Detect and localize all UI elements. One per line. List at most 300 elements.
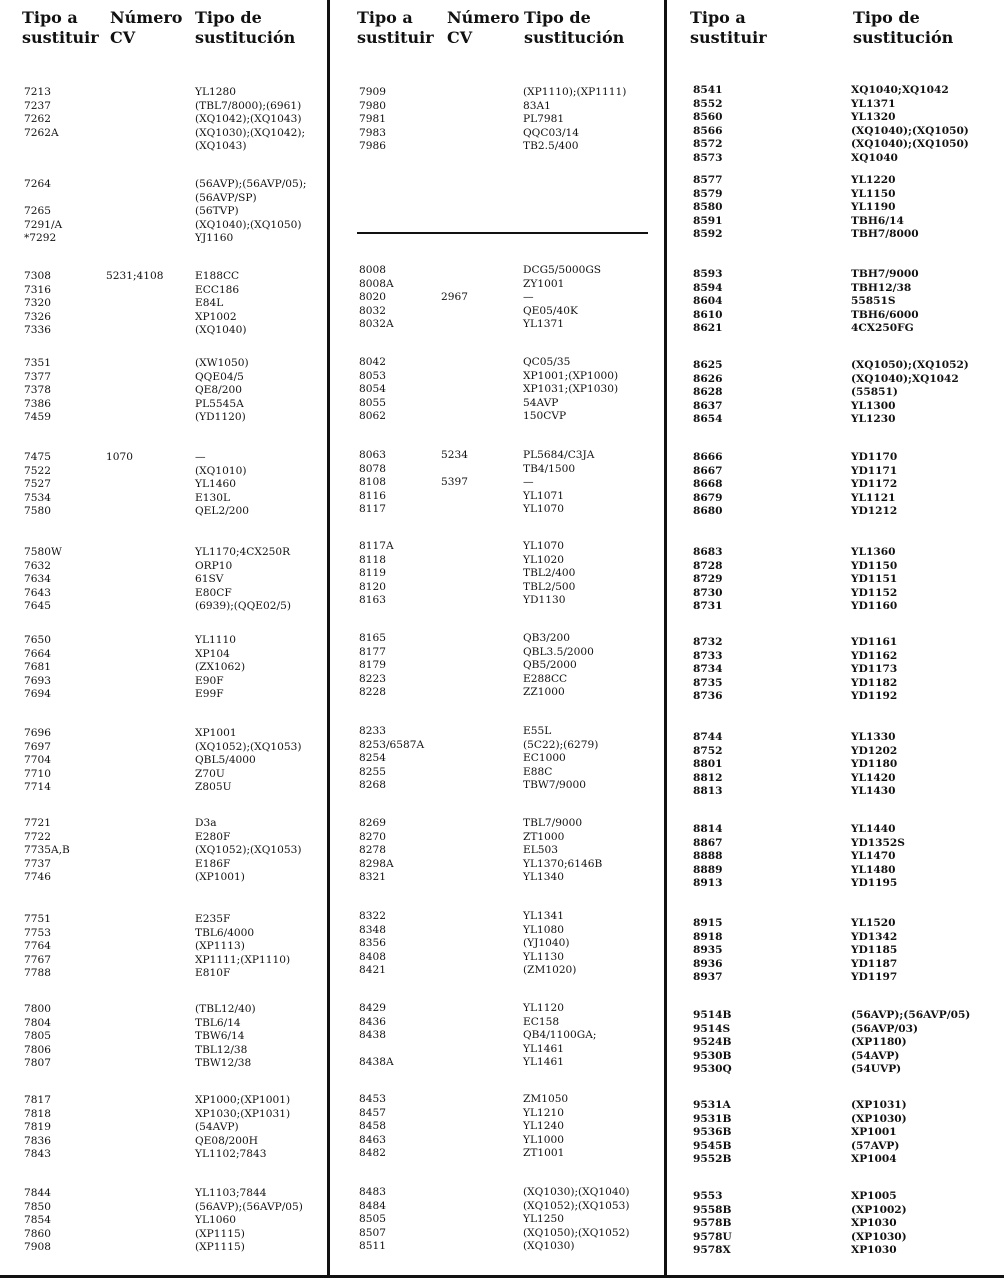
tipo-a-sustituir-cell: 7980 (359, 99, 386, 112)
tipo-a-sustituir-cell: 8580 (693, 201, 723, 214)
tipo-de-sustitucion-cell: YL1080 (523, 923, 564, 936)
tipo-a-sustituir-cell: 8566 (693, 124, 723, 137)
tipo-a-sustituir-cell: 8483 (359, 1186, 386, 1198)
tipo-a-sustituir-cell: 7854 (24, 1214, 51, 1227)
table-row (0, 560, 1004, 574)
tipo-a-sustituir-cell: 7386 (24, 397, 51, 410)
tipo-a-sustituir-cell: 8577 (693, 174, 723, 186)
tipo-de-sustitucion-cell: YD1192 (851, 690, 898, 703)
table-row (0, 587, 1004, 601)
header-numero-cv-2: Número CV (447, 8, 520, 47)
tipo-de-sustitucion-cell: TBL6/14 (195, 1016, 241, 1029)
tipo-de-sustitucion-cell: EC1000 (523, 752, 566, 765)
table-row (0, 201, 1004, 215)
tipo-a-sustituir-cell: 8233 (359, 725, 386, 737)
tipo-a-sustituir-cell: 8680 (693, 505, 723, 518)
tipo-de-sustitucion-cell: (54AVP) (851, 1049, 900, 1062)
tipo-de-sustitucion-cell: YL1460 (195, 478, 236, 491)
tipo-de-sustitucion-cell: Z805U (195, 781, 232, 794)
tipo-a-sustituir-cell: 8008 (359, 264, 386, 276)
tipo-de-sustitucion-cell: (XQ1040) (195, 324, 247, 337)
tipo-a-sustituir-cell: 8253/6587A (359, 738, 425, 751)
tipo-a-sustituir-cell: 8936 (693, 957, 723, 970)
tipo-de-sustitucion-cell: YL1440 (851, 823, 896, 835)
tipo-de-sustitucion-cell: (55851) (851, 386, 898, 399)
tipo-a-sustituir-cell: 7681 (24, 661, 51, 674)
tipo-de-sustitucion-cell: E130L (195, 491, 230, 504)
tipo-a-sustituir-cell: 8734 (693, 663, 723, 676)
tipo-a-sustituir-cell: 7908 (24, 1241, 51, 1254)
tipo-de-sustitucion-cell: EL503 (523, 844, 558, 857)
tipo-a-sustituir-cell: 8032A (359, 318, 394, 331)
tipo-a-sustituir-cell: 7326 (24, 310, 51, 323)
tipo-a-sustituir-cell: 7632 (24, 559, 51, 572)
tipo-a-sustituir-cell: 8436 (359, 1015, 386, 1028)
tipo-de-sustitucion-cell: (XQ1030);(XQ1042); (195, 126, 306, 139)
entry-group (0, 823, 1004, 891)
tipo-de-sustitucion-cell: TB2.5/400 (523, 140, 579, 153)
tipo-a-sustituir-cell: 8177 (359, 645, 386, 658)
tipo-de-sustitucion-cell: YL1240 (523, 1120, 564, 1133)
entry-group (0, 359, 1004, 427)
tipo-de-sustitucion-cell: QQC03/14 (523, 126, 580, 139)
tipo-a-sustituir-cell: 9578B (693, 1217, 732, 1230)
entry-group (0, 84, 1004, 166)
tipo-de-sustitucion-cell: YD1160 (851, 600, 898, 613)
tipo-de-sustitucion-cell: (XQ1040);(XQ1050) (851, 124, 969, 137)
tipo-a-sustituir-cell: 7213 (24, 86, 51, 98)
tipo-de-sustitucion-cell: (56AVP/SP) (195, 191, 257, 204)
tipo-de-sustitucion-cell: (XQ1040);XQ1042 (851, 372, 959, 385)
tipo-a-sustituir-cell: 8735 (693, 676, 723, 689)
tipo-de-sustitucion-cell: YL1250 (523, 1213, 564, 1226)
tipo-a-sustituir-cell: 8356 (359, 937, 386, 950)
tipo-a-sustituir-cell: 7522 (24, 464, 51, 477)
table-row (0, 282, 1004, 296)
table-row (0, 1009, 1004, 1023)
tipo-de-sustitucion-cell: (54AVP) (195, 1121, 239, 1134)
tipo-a-sustituir-cell: 7710 (24, 767, 51, 780)
table-row (0, 1126, 1004, 1140)
tipo-a-sustituir-cell: 8541 (693, 84, 723, 96)
tipo-a-sustituir-cell: 7475 (24, 451, 51, 463)
table-row (0, 451, 1004, 465)
table-row (0, 84, 1004, 98)
tipo-a-sustituir-cell: 8560 (693, 111, 723, 124)
tipo-de-sustitucion-cell: YL1330 (851, 731, 896, 743)
tipo-a-sustituir-cell: 7804 (24, 1016, 51, 1029)
tipo-a-sustituir-cell: 7753 (24, 926, 51, 939)
tipo-a-sustituir-cell: 9578U (693, 1230, 732, 1243)
entry-group (0, 1099, 1004, 1167)
tipo-de-sustitucion-cell: — (523, 291, 534, 304)
tipo-a-sustituir-cell: 7645 (24, 600, 51, 613)
tipo-de-sustitucion-cell: (XQ1050);(XQ1052) (851, 359, 969, 371)
table-row (0, 636, 1004, 650)
tipo-de-sustitucion-cell: (XQ1042);(XQ1043) (195, 113, 302, 126)
tipo-a-sustituir-cell: 8054 (359, 383, 386, 396)
tipo-a-sustituir-cell: 7806 (24, 1043, 51, 1056)
entry-group (0, 1190, 1004, 1258)
tipo-a-sustituir-cell: 8592 (693, 228, 723, 241)
tipo-de-sustitucion-cell: EC158 (523, 1015, 560, 1028)
tipo-a-sustituir-cell: 8812 (693, 771, 723, 784)
tipo-de-sustitucion-cell: YD1187 (851, 957, 898, 970)
tipo-de-sustitucion-cell: YD1212 (851, 505, 898, 518)
tipo-de-sustitucion-cell: YL1071 (523, 489, 564, 502)
tipo-a-sustituir-cell: 8666 (693, 451, 723, 463)
table-row (0, 647, 1004, 664)
tipo-a-sustituir-cell: 9530B (693, 1049, 732, 1062)
tipo-de-sustitucion-cell: (XP1002) (851, 1203, 907, 1216)
tipo-a-sustituir-cell: 9545B (693, 1139, 732, 1152)
entry-group (0, 546, 1004, 614)
tipo-de-sustitucion-cell: YL1340 (523, 871, 564, 884)
tipo-de-sustitucion-cell: TBW12/38 (195, 1057, 252, 1070)
tipo-a-sustituir-cell: 7714 (24, 781, 51, 794)
tipo-de-sustitucion-cell: YL1461 (523, 1042, 564, 1055)
tipo-a-sustituir-cell: 8298A (359, 857, 394, 870)
tipo-de-sustitucion-cell: QE05/40K (523, 304, 578, 317)
tipo-a-sustituir-cell: 8552 (693, 97, 723, 110)
tipo-de-sustitucion-cell: (57AVP) (851, 1139, 900, 1152)
tipo-de-sustitucion-cell: 4CX250FG (851, 322, 914, 335)
tipo-a-sustituir-cell: 8915 (693, 917, 723, 929)
tipo-a-sustituir-cell: 8108 (359, 476, 386, 489)
tipo-a-sustituir-cell: 8505 (359, 1213, 386, 1226)
table-row (0, 98, 1004, 112)
tipo-a-sustituir-cell: 7981 (359, 113, 386, 126)
tipo-a-sustituir-cell: 7704 (24, 754, 51, 767)
tipo-de-sustitucion-cell: (XQ1050);(XQ1052) (523, 1226, 630, 1239)
table-row (0, 370, 1004, 387)
table-row (0, 505, 1004, 519)
tipo-de-sustitucion-cell: ZT1001 (523, 1147, 565, 1160)
tipo-de-sustitucion-cell: (TBL12/40) (195, 1003, 256, 1015)
tipo-a-sustituir-cell: 7534 (24, 491, 51, 504)
tipo-a-sustituir-cell: 8573 (693, 151, 723, 164)
tipo-de-sustitucion-cell: E810F (195, 967, 231, 980)
tipo-a-sustituir-cell: 8572 (693, 138, 723, 151)
tipo-a-sustituir-cell: 7527 (24, 478, 51, 491)
tipo-a-sustituir-cell: 7308 (24, 270, 51, 282)
tipo-de-sustitucion-cell: XP1111;(XP1110) (195, 953, 291, 966)
tipo-de-sustitucion-cell: (XP1031) (851, 1099, 907, 1111)
tipo-a-sustituir-cell: 7336 (24, 324, 51, 337)
table-row (0, 731, 1004, 745)
table-row (0, 125, 1004, 139)
tipo-de-sustitucion-cell: TB4/1500 (523, 462, 576, 475)
tipo-a-sustituir-cell: 7860 (24, 1227, 51, 1240)
tipo-a-sustituir-cell: 8120 (359, 580, 386, 593)
tipo-de-sustitucion-cell: — (195, 451, 206, 463)
tipo-de-sustitucion-cell: XQ1040 (851, 151, 898, 164)
tipo-a-sustituir-cell: 8321 (359, 871, 386, 884)
tipo-a-sustituir-cell: 7316 (24, 283, 51, 296)
tipo-a-sustituir-cell: 7265 (24, 205, 51, 218)
table-row (0, 1113, 1004, 1127)
tipo-de-sustitucion-cell: YD1130 (523, 594, 566, 607)
tipo-a-sustituir-cell: 8482 (359, 1147, 386, 1160)
tipo-a-sustituir-cell: 7580W (24, 546, 62, 558)
table-row (0, 745, 1004, 759)
tipo-de-sustitucion-cell: TBL6/4000 (195, 926, 255, 939)
tipo-a-sustituir-cell: 7909 (359, 86, 386, 98)
table-row (0, 663, 1004, 677)
tipo-a-sustituir-cell: 8117A (359, 540, 394, 552)
tipo-a-sustituir-cell: 8165 (359, 632, 386, 644)
table-row (0, 1204, 1004, 1218)
tipo-a-sustituir-cell: 9552B (693, 1153, 732, 1166)
table-row (0, 823, 1004, 837)
tipo-a-sustituir-cell: 8888 (693, 850, 723, 863)
tipo-de-sustitucion-cell: XP1030 (851, 1217, 897, 1230)
tipo-de-sustitucion-cell: YL1430 (851, 785, 896, 798)
tipo-a-sustituir-cell: 8918 (693, 930, 723, 943)
tipo-a-sustituir-cell: 7264 (24, 178, 51, 190)
tipo-de-sustitucion-cell: TBW7/9000 (523, 779, 587, 792)
tipo-a-sustituir-cell: 8270 (359, 830, 386, 843)
tipo-de-sustitucion-cell: TBL2/500 (523, 580, 576, 593)
tipo-a-sustituir-cell: 8801 (693, 758, 723, 771)
tipo-de-sustitucion-cell: (XP1113) (195, 940, 245, 953)
tipo-de-sustitucion-cell: YL1520 (851, 917, 896, 929)
tipo-a-sustituir-cell: 7983 (359, 126, 386, 139)
tipo-de-sustitucion-cell: 55851S (851, 295, 896, 308)
tipo-a-sustituir-cell: 8731 (693, 600, 723, 613)
table-row (0, 850, 1004, 864)
tipo-a-sustituir-cell: 9514S (693, 1022, 731, 1035)
tipo-de-sustitucion-cell: YL1371 (851, 97, 896, 110)
tipo-a-sustituir-cell: 9524B (693, 1036, 732, 1049)
tipo-de-sustitucion-cell: TBH7/9000 (851, 268, 919, 280)
tipo-de-sustitucion-cell: (56AVP);(56AVP/05) (851, 1009, 971, 1021)
table-row (0, 837, 1004, 851)
tipo-de-sustitucion-cell: QB4/1100GA; (523, 1029, 597, 1042)
tipo-de-sustitucion-cell: (6939);(QQE02/5) (195, 600, 291, 613)
tipo-a-sustituir-cell: 9578X (693, 1244, 731, 1257)
tipo-de-sustitucion-cell: XP1005 (851, 1190, 897, 1202)
tipo-de-sustitucion-cell: (XQ1052);(XQ1053) (195, 844, 302, 857)
tipo-a-sustituir-cell: 9553 (693, 1190, 723, 1202)
tipo-a-sustituir-cell: 8621 (693, 322, 723, 335)
header-numero-cv-1: Número CV (110, 8, 183, 47)
tipo-de-sustitucion-cell: YL1130 (523, 950, 564, 963)
tipo-a-sustituir-cell: 7697 (24, 740, 51, 753)
tipo-a-sustituir-cell: 7751 (24, 913, 51, 925)
tipo-de-sustitucion-cell: 150CVP (523, 410, 567, 423)
tipo-de-sustitucion-cell: TBH6/14 (851, 214, 904, 227)
tipo-de-sustitucion-cell: YD1352S (851, 836, 905, 849)
table-row (0, 864, 1004, 878)
tipo-a-sustituir-cell: 7320 (24, 297, 51, 310)
table-row (0, 1063, 1004, 1077)
bottom-rule (0, 1275, 1004, 1278)
tipo-de-sustitucion-cell: (XQ1052);(XQ1053) (195, 740, 302, 753)
entry-group (0, 268, 1004, 336)
tipo-a-sustituir-cell: 9530Q (693, 1063, 732, 1076)
table-row (0, 397, 1004, 414)
table-row (0, 322, 1004, 336)
tipo-a-sustituir-cell: 8484 (359, 1199, 386, 1212)
tipo-de-sustitucion-cell: YD1202 (851, 744, 898, 757)
entry-group (0, 451, 1004, 519)
table-row (0, 359, 1004, 373)
tipo-a-sustituir-cell: 8889 (693, 863, 723, 876)
tipo-de-sustitucion-cell: YL1461 (523, 1056, 564, 1069)
tipo-de-sustitucion-cell: YL1120 (523, 1002, 564, 1014)
tipo-de-sustitucion-cell: E99F (195, 688, 224, 701)
tipo-a-sustituir-cell: 8744 (693, 731, 723, 743)
tipo-de-sustitucion-cell: (56AVP/03) (851, 1022, 919, 1035)
tipo-a-sustituir-cell: 7694 (24, 688, 51, 701)
tipo-a-sustituir-cell: 8814 (693, 823, 723, 835)
tipo-de-sustitucion-cell: YD1182 (851, 676, 898, 689)
table-row (0, 489, 1004, 506)
numero-cv-cell: 2967 (441, 291, 468, 304)
tipo-a-sustituir-cell: 8119 (359, 567, 386, 580)
tipo-de-sustitucion-cell: (XP1115) (195, 1241, 245, 1254)
tipo-a-sustituir-cell: 7291/A (24, 218, 63, 231)
tipo-a-sustituir-cell: 8626 (693, 372, 723, 385)
tipo-a-sustituir-cell: 8438A (359, 1056, 394, 1069)
tipo-de-sustitucion-cell: (56TVP) (195, 205, 239, 218)
tipo-a-sustituir-cell: 7721 (24, 817, 51, 829)
tipo-de-sustitucion-cell: QEL2/200 (195, 505, 249, 518)
table-row (0, 1190, 1004, 1204)
tipo-de-sustitucion-cell: D3a (195, 817, 217, 829)
tipo-a-sustituir-cell: 8042 (359, 356, 386, 368)
entry-group (0, 1009, 1004, 1077)
entry-group (0, 636, 1004, 704)
tipo-a-sustituir-cell: 8594 (693, 281, 723, 294)
tipo-de-sustitucion-cell: YJ1160 (195, 232, 234, 245)
tipo-de-sustitucion-cell: YD1342 (851, 930, 898, 943)
tipo-de-sustitucion-cell: (ZM1020) (523, 964, 577, 977)
tipo-a-sustituir-cell: 8728 (693, 559, 723, 572)
tipo-a-sustituir-cell: 8730 (693, 586, 723, 599)
tipo-a-sustituir-cell: 7817 (24, 1094, 51, 1106)
table-row (0, 1231, 1004, 1245)
tipo-de-sustitucion-cell: E288CC (523, 672, 568, 685)
tipo-a-sustituir-cell: 7664 (24, 647, 51, 660)
tipo-de-sustitucion-cell: XP1001 (851, 1126, 897, 1139)
tipo-a-sustituir-cell: 8610 (693, 308, 723, 321)
table-row (0, 462, 1004, 479)
tipo-de-sustitucion-cell: XP1002 (195, 310, 237, 323)
header-tipo-de-sustitucion-3: Tipo de sustitución (853, 8, 954, 47)
tipo-de-sustitucion-cell: XP1031;(XP1030) (523, 383, 619, 396)
tipo-a-sustituir-cell: 8116 (359, 489, 386, 502)
numero-cv-cell: 5234 (441, 449, 468, 461)
tipo-de-sustitucion-cell: E90F (195, 674, 224, 687)
tipo-de-sustitucion-cell: TBW6/14 (195, 1030, 245, 1043)
tipo-a-sustituir-cell: 8268 (359, 779, 386, 792)
tipo-de-sustitucion-cell: (ZX1062) (195, 661, 246, 674)
tipo-de-sustitucion-cell: YL1420 (851, 771, 896, 784)
tipo-a-sustituir-cell: 8223 (359, 672, 386, 685)
tipo-de-sustitucion-cell: YL1190 (851, 201, 896, 214)
tipo-a-sustituir-cell: 7767 (24, 953, 51, 966)
header-tipo-a-sustituir-3: Tipo a sustituir (690, 8, 767, 47)
tipo-a-sustituir-cell: 8591 (693, 214, 723, 227)
tipo-de-sustitucion-cell: ZZ1000 (523, 686, 565, 699)
tipo-a-sustituir-cell: 7735A,B (24, 844, 70, 857)
tipo-a-sustituir-cell: 8733 (693, 649, 723, 662)
tipo-a-sustituir-cell: 9531B (693, 1112, 732, 1125)
tipo-a-sustituir-cell: 7843 (24, 1148, 51, 1161)
tipo-de-sustitucion-cell: PL7981 (523, 113, 565, 126)
tipo-de-sustitucion-cell: YL1230 (851, 413, 896, 426)
tipo-de-sustitucion-cell: 61SV (195, 573, 224, 586)
tipo-de-sustitucion-cell: 83A1 (523, 99, 551, 112)
tipo-de-sustitucion-cell: DCG5/5000GS (523, 264, 602, 276)
tipo-a-sustituir-cell: 8179 (359, 659, 386, 672)
tipo-de-sustitucion-cell: YL1103;7844 (195, 1187, 267, 1199)
table-row (0, 1036, 1004, 1050)
tipo-de-sustitucion-cell: E188CC (195, 270, 240, 282)
tipo-a-sustituir-cell: 9558B (693, 1203, 732, 1216)
tipo-a-sustituir-cell: 8322 (359, 910, 386, 922)
tipo-a-sustituir-cell: 7650 (24, 634, 51, 646)
table-row (0, 931, 1004, 945)
tipo-a-sustituir-cell: 8668 (693, 478, 723, 491)
table-row (0, 944, 1004, 958)
tipo-de-sustitucion-cell: (XQ1010) (195, 464, 247, 477)
numero-cv-cell: 1070 (106, 451, 133, 463)
tipo-de-sustitucion-cell: YL1371 (523, 318, 564, 331)
tipo-de-sustitucion-cell: TBH6/6000 (851, 308, 919, 321)
table-row (0, 971, 1004, 985)
table-row (0, 268, 1004, 282)
header-tipo-a-sustituir-1: Tipo a sustituir (22, 8, 99, 47)
tipo-de-sustitucion-cell: (TBL7/8000);(6961) (195, 99, 302, 112)
tipo-de-sustitucion-cell: QC05/35 (523, 356, 571, 368)
tipo-a-sustituir-cell: 8511 (359, 1240, 386, 1253)
tipo-de-sustitucion-cell: ZY1001 (523, 277, 565, 290)
tipo-de-sustitucion-cell: YL1110 (195, 634, 236, 646)
tipo-de-sustitucion-cell: YL1210 (523, 1106, 564, 1119)
tipo-a-sustituir-cell: 8867 (693, 836, 723, 849)
tipo-a-sustituir-cell: 8078 (359, 462, 386, 475)
tipo-de-sustitucion-cell: (56AVP);(56AVP/05) (195, 1200, 303, 1213)
tipo-a-sustituir-cell: 7800 (24, 1003, 51, 1015)
tipo-de-sustitucion-cell: YD1180 (851, 758, 898, 771)
table-row (0, 1217, 1004, 1231)
tipo-a-sustituir-cell: 8053 (359, 369, 386, 382)
tipo-de-sustitucion-cell: TBH12/38 (851, 281, 912, 294)
tipo-a-sustituir-cell: 8008A (359, 277, 394, 290)
table-row (0, 674, 1004, 691)
tipo-de-sustitucion-cell: ECC186 (195, 283, 240, 296)
tipo-de-sustitucion-cell: PL5545A (195, 397, 244, 410)
tipo-a-sustituir-cell: 7818 (24, 1107, 51, 1120)
table-row (0, 1050, 1004, 1064)
tipo-a-sustituir-cell: 8278 (359, 844, 386, 857)
tipo-a-sustituir-cell: 8935 (693, 944, 723, 957)
tipo-a-sustituir-cell: 7819 (24, 1121, 51, 1134)
tipo-de-sustitucion-cell: TBL7/9000 (523, 817, 583, 829)
tipo-de-sustitucion-cell: (XP1030) (851, 1112, 907, 1125)
tipo-a-sustituir-cell: 7377 (24, 370, 51, 383)
table-row (0, 174, 1004, 188)
tipo-de-sustitucion-cell: XP104 (195, 647, 230, 660)
tipo-de-sustitucion-cell: YL1320 (851, 111, 896, 124)
table-row (0, 309, 1004, 323)
tipo-a-sustituir-cell: 8729 (693, 573, 723, 586)
tipo-a-sustituir-cell: 7788 (24, 967, 51, 980)
table-row (0, 215, 1004, 229)
